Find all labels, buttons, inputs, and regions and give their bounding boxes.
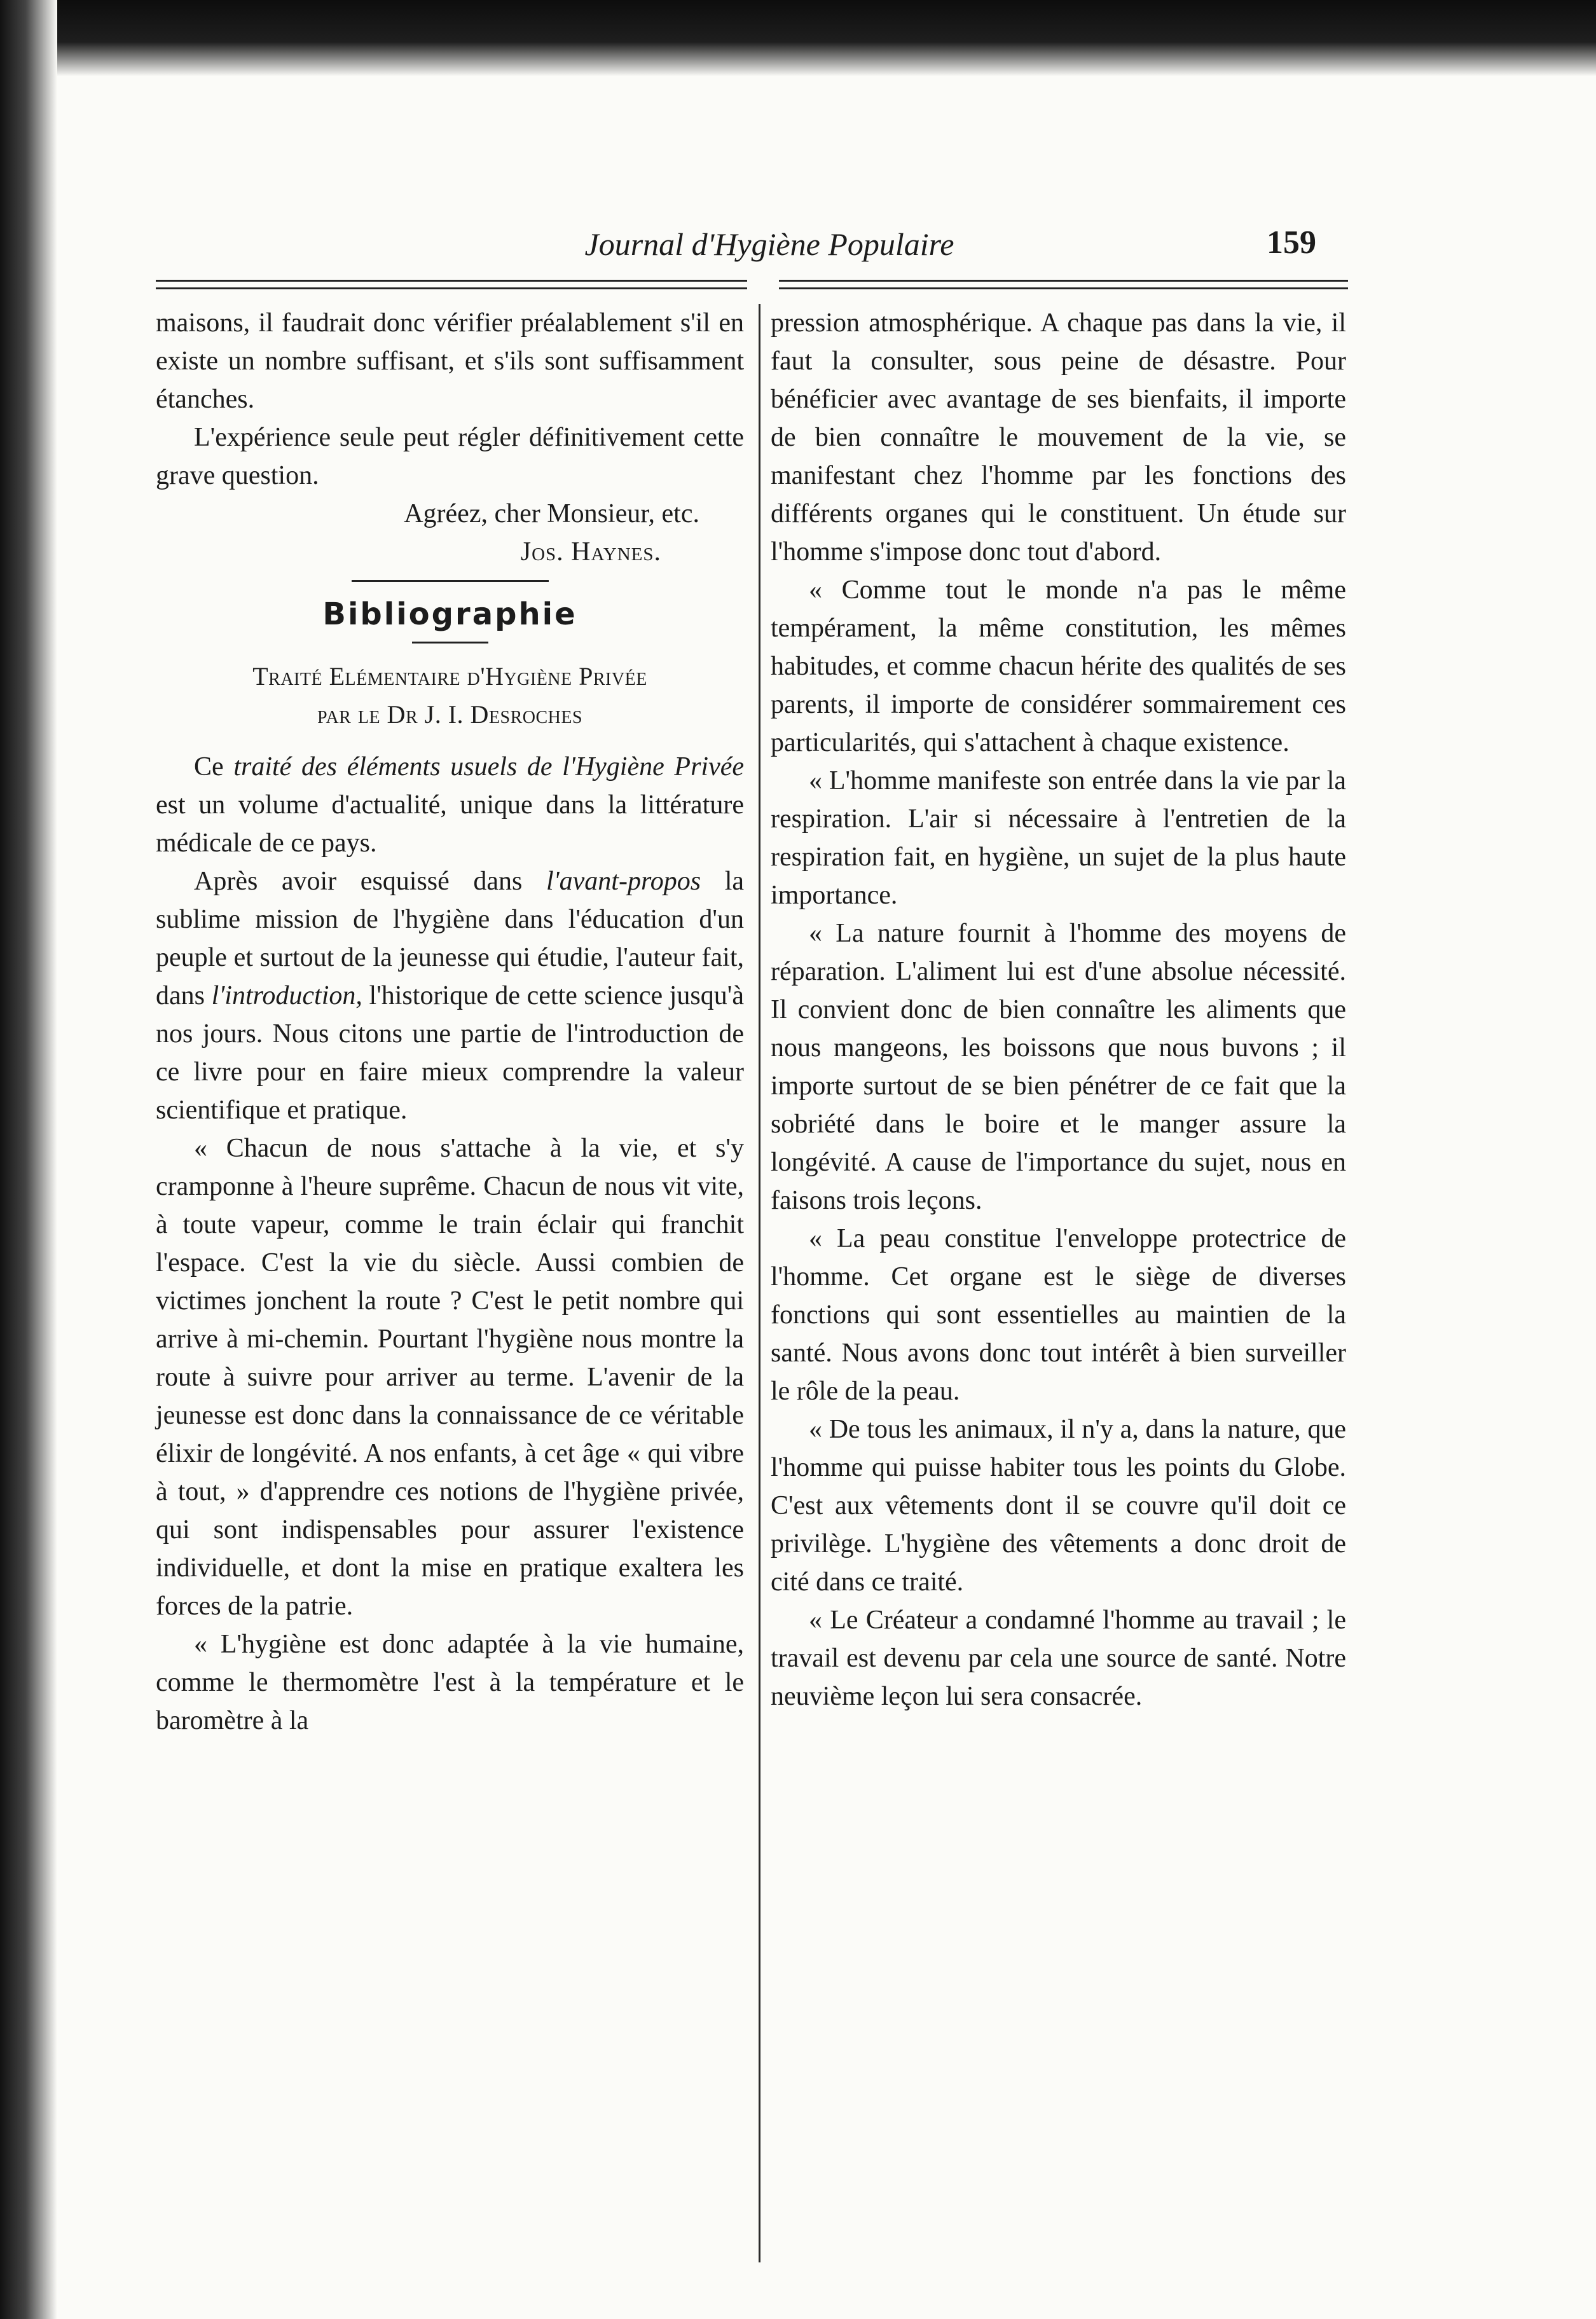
- scan-edge-left: [0, 0, 57, 2319]
- paragraph: pression atmosphérique. A chaque pas dans la vie, il faut la consulter, sous peine de désastre. Pour bénéficier avec avantage de ses bienfaits, il importe de bien connaître le mouvement de la vie, se manifestant chez l'homme par les fonctions des différents organes qui le constituent. Un étude sur l'homme s'impose donc tout d'abord.: [771, 308, 1346, 567]
- paragraph: « La nature fournit à l'homme des moyens de réparation. L'aliment lui est d'une absolue nécessité. Il convient donc de bien connaître les aliments que nous mangeons, les boissons que nous buvons ; il importe surtout de se bien pénétrer de ce fait que la sobriété dans le boire et le manger assure la longévité. A cause de l'importance du sujet, nous en faisons trois leçons.: [771, 919, 1346, 1215]
- italic-text: l'introduction,: [211, 981, 362, 1010]
- text: la sublime mission de l'hygiène dans l'éducation d'un peuple et surtout de la jeunesse qui étudie, l'auteur fait, dans: [156, 867, 745, 1010]
- journal-title: Journal d'Hygiène Populaire: [584, 226, 954, 262]
- scan-edge-top: [0, 0, 1596, 76]
- column-divider: [759, 304, 760, 2262]
- paragraph: [156, 748, 744, 862]
- text: est un volume d'actualité, unique dans la littérature médicale de ce pays.: [156, 790, 744, 858]
- paragraph: « L'hygiène est donc adaptée à la vie humaine, comme le thermomètre l'est à la température et le baromètre à la: [156, 1630, 744, 1735]
- section-heading: Bibliographie: [322, 596, 577, 632]
- left-column: [156, 304, 744, 1740]
- paragraph: maisons, il faudrait donc vérifier préalablement s'il en existe un nombre suffisant, et s'ils sont suffisamment étanches.: [156, 308, 744, 414]
- paragraph: L'expérience seule peut régler définitivement cette grave question.: [156, 423, 744, 490]
- section-divider: [352, 580, 549, 582]
- closing-line: Agréez, cher Monsieur, etc.: [404, 499, 699, 528]
- paragraph: « L'homme manifeste son entrée dans la vie par la respiration. L'air si nécessaire à l'entretien de la respiration fait, en hygiène, un sujet de la plus haute importance.: [771, 766, 1346, 910]
- header-rule-right: [779, 280, 1348, 289]
- italic-text: traité des éléments usuels de l'Hygiène Privée: [233, 752, 745, 781]
- paragraph: « Le Créateur a condamné l'homme au travail ; le travail est devenu par cela une source de santé. Notre neuvième leçon lui sera consacrée.: [771, 1606, 1346, 1711]
- italic-text: l'avant-propos: [546, 867, 701, 896]
- book-title-line: Traité Elémentaire d'Hygiène Privée: [252, 662, 647, 691]
- heading-underline: [412, 642, 488, 643]
- book-title: [156, 657, 744, 734]
- paragraph: « De tous les animaux, il n'y a, dans la nature, que l'homme qui puisse habiter tous les points du Globe. C'est aux vêtements dont il se couvre qu'il doit ce privilège. L'hygiène des vêtements a donc droit de cité dans ce traité.: [771, 1415, 1346, 1597]
- paragraph: « Chacun de nous s'attache à la vie, et s'y cramponne à l'heure suprême. Chacun de nous vit vite, à toute vapeur, comme le train éclair qui franchit l'espace. C'est la vie du siècle. Aussi combien de victimes jonchent la route ? C'est le petit nombre qui arrive à mi-chemin. Pourtant l'hygiène nous montre la route à suivre pour arriver au terme. L'avenir de la jeunesse est donc dans la connaissance de ce véritable élixir de longévité. A nos enfants, à cet âge « qui vibre à tout, » d'apprendre ces notions de l'hygiène privée, qui sont indispensables pour assurer l'existence individuelle, et dont la mise en pratique exaltera les forces de la patrie.: [156, 1134, 744, 1621]
- header-rule-left: [156, 280, 747, 289]
- text: l'historique de cette science jusqu'à nos jours. Nous citons une partie de l'introduction de ce livre pour en faire mieux comprendre la valeur scientifique et pratique.: [156, 981, 744, 1125]
- book-author-line: par le Dr J. I. Desroches: [317, 700, 583, 729]
- paragraph: « La peau constitue l'enveloppe protectrice de l'homme. Cet organe est le siège de diverses fonctions qui sont essentielles au maintien de la santé. Nous avons donc tout intérêt à bien surveiller le rôle de la peau.: [771, 1224, 1346, 1406]
- paragraph: [156, 862, 744, 1129]
- right-column: [771, 304, 1346, 1716]
- signature: Jos. Haynes.: [520, 537, 661, 567]
- page-number: 159: [1267, 224, 1316, 261]
- paragraph: « Comme tout le monde n'a pas le même tempérament, la même constitution, les mêmes habitudes, et comme chacun hérite des qualités de ses parents, il importe de considérer sommairement ces particularités, qui s'attachent à chaque existence.: [771, 575, 1346, 757]
- text: Après avoir esquissé dans: [194, 867, 546, 896]
- text: Ce: [194, 752, 234, 781]
